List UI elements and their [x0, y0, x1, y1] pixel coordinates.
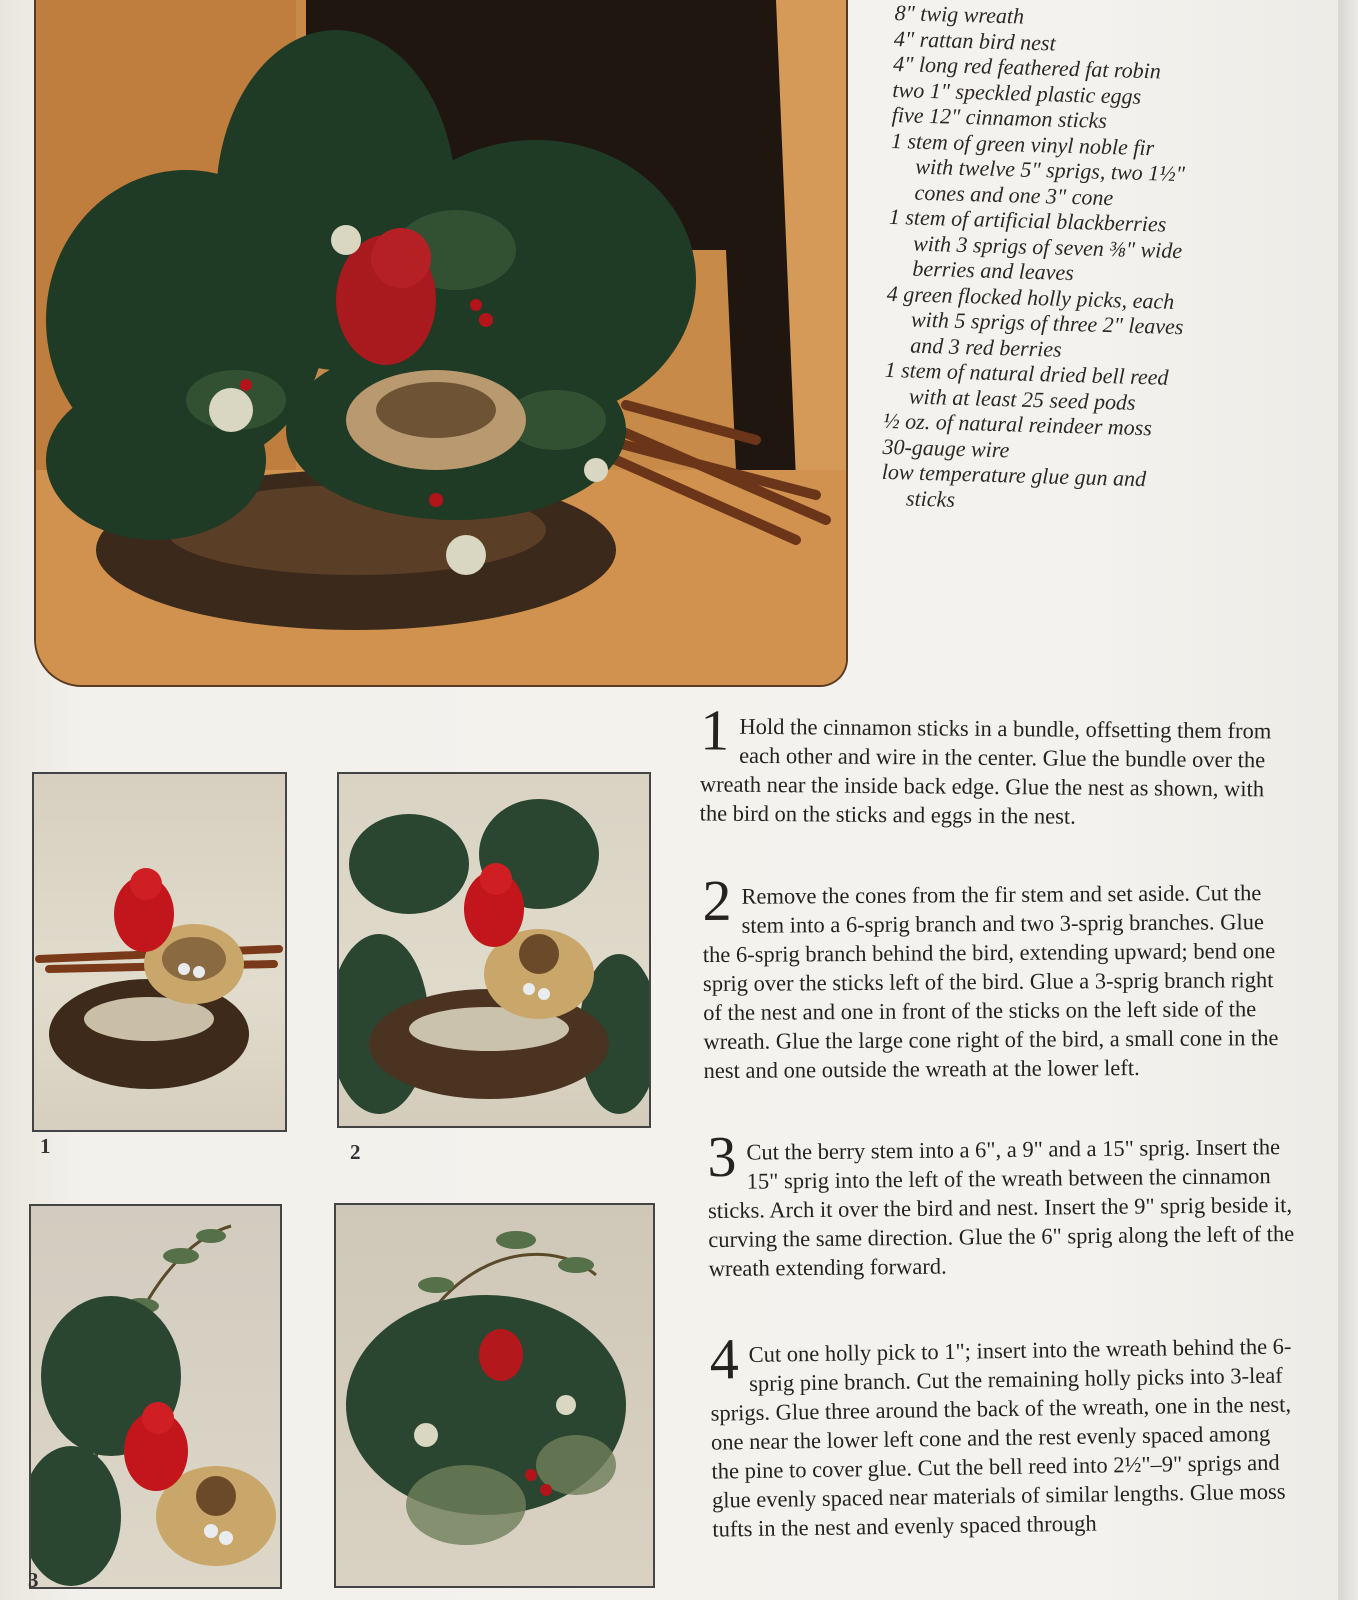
materials-list [881, 0, 1315, 522]
step-number: 2 [702, 867, 732, 934]
step-number: 1 [700, 697, 730, 763]
instruction-step-2 [702, 867, 1293, 1085]
material-item: two 1" speckled plastic eggs [892, 76, 1142, 109]
finished-wreath-photo [34, 0, 848, 687]
material-item: 30-gauge wire [882, 433, 1010, 462]
material-item: and 3 red berries [910, 332, 1063, 362]
step-text: Cut one holly pick to 1"; insert into the wreath behind the 6-sprig pine branch. Cut the remaining holly picks into 3-leaf sprigs. Glue three around the back of the wreath, one in the nest, one near the lower left cone and the rest evenly spaced among the pine to cover glue. Cut the bell reed into 2½"–9" sprigs and glue evenly spaced near materials of similar lengths. Glue moss tufts in the nest and evenly spaced through [710, 1333, 1292, 1542]
material-item: five 12" cinnamon sticks [891, 101, 1108, 133]
material-item: 8" twig wreath [894, 0, 1025, 29]
step-2-photo [337, 772, 651, 1128]
material-item: with 3 sprigs of seven ⅜" wide [912, 230, 1183, 263]
instruction-step-4 [709, 1326, 1302, 1543]
step-text: Hold the cinnamon sticks in a bundle, offsetting them from each other and wire in the center. Glue the bundle over the wreath near the inside back edge. Glue the nest as shown, with the bird on the sticks and eggs in the nest. [699, 713, 1272, 829]
material-item: 4 green flocked holly picks, each [886, 280, 1175, 314]
material-item: 4" rattan bird nest [893, 25, 1057, 55]
step-text: Cut the berry stem into a 6", a 9" and a 15" sprig. Insert the 15" sprig into the left of the wreath between the cinnamon sticks. Arch it over the bird and nest. Insert the 9" sprig beside it, curving the same direction. Glue the 6" sprig along the left of the wreath extending forward. [707, 1134, 1295, 1282]
photo-caption: 2 [350, 1140, 361, 1164]
material-item: 1 stem of artificial blackberries [888, 203, 1167, 237]
step-number: 3 [707, 1123, 737, 1190]
photo-caption: 3 [28, 1568, 39, 1592]
step-number: 4 [709, 1326, 740, 1392]
step-1-photo [32, 772, 287, 1132]
material-item: with twelve 5" sprigs, two 1½" [915, 153, 1186, 187]
instruction-step-1 [699, 697, 1291, 832]
material-item: cones and one 3" cone [914, 179, 1114, 210]
material-item: berries and leaves [912, 255, 1075, 286]
step-3-photo [29, 1204, 282, 1589]
material-item: 1 stem of natural dried bell reed [884, 356, 1169, 390]
material-item: with 5 sprigs of three 2" leaves [910, 306, 1184, 340]
instruction-step-3 [707, 1123, 1298, 1283]
photo-caption: 1 [40, 1134, 51, 1158]
material-item: low temperature glue gun and [881, 458, 1147, 492]
step-text: Remove the cones from the fir stem and set aside. Cut the stem into a 6-sprig branch and two 3-sprig branches. Glue the 6-sprig branch behind the bird, extending upward; bend one sprig over the sticks left of the bird. Glue a 3-sprig branch right of the nest and one in front of the sticks on the left side of the wreath. Glue the large cone right of the bird, a small cone in the nest and one outside the wreath at the lower left. [702, 880, 1279, 1084]
material-item: sticks [905, 485, 956, 512]
material-item: 4" long red feathered fat robin [892, 50, 1162, 84]
step-4-photo [334, 1203, 655, 1588]
page-edge [1338, 0, 1358, 1600]
material-item: with at least 25 seed pods [908, 383, 1136, 415]
material-item: 1 stem of green vinyl noble fir [890, 127, 1155, 160]
material-item: ½ oz. of natural reindeer moss [882, 407, 1153, 441]
